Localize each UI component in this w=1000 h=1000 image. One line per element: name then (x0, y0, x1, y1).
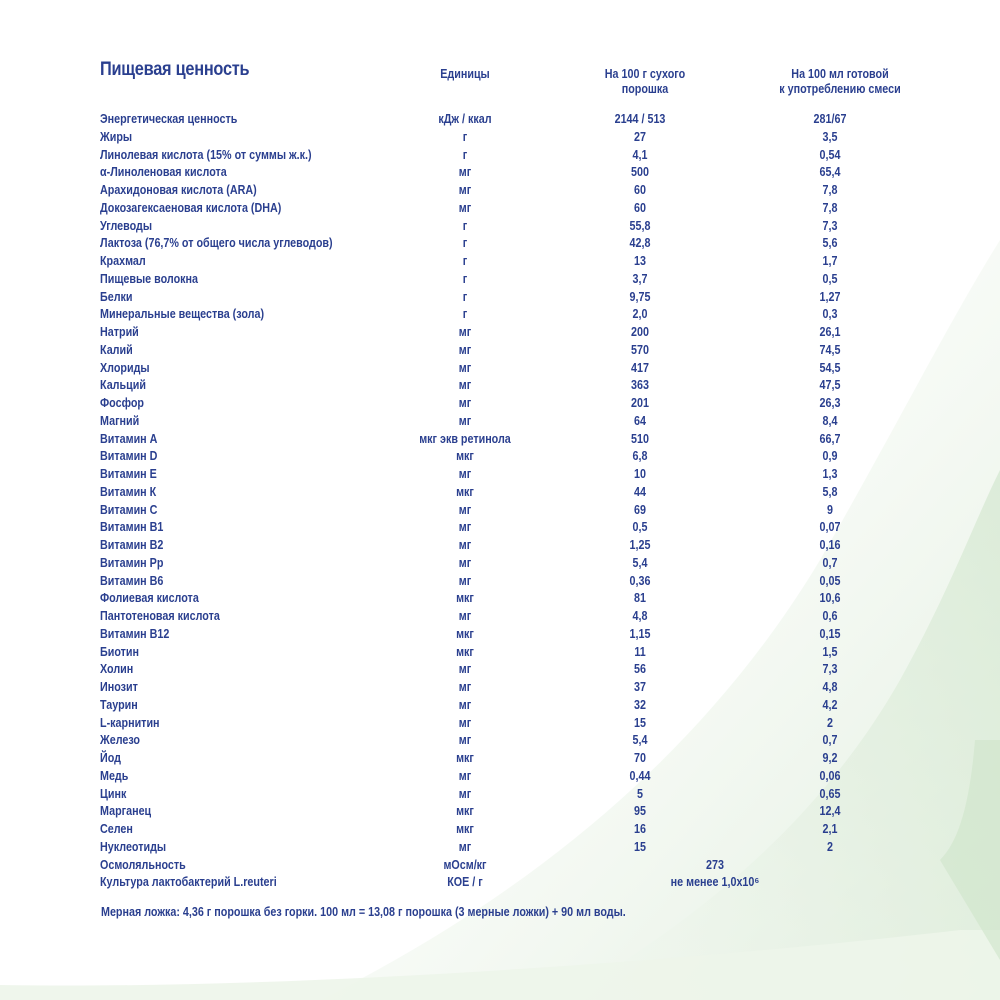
nutrient-value-per-100ml: 4,2 (822, 697, 838, 712)
nutrient-value-per-100g: 56 (634, 662, 646, 677)
nutrient-value-per-100ml: 0,7 (822, 555, 838, 570)
nutrient-name: Докозагексаеновая кислота (DHA) (100, 200, 282, 215)
nutrient-value-per-100g: 37 (634, 680, 646, 694)
nutrient-value-per-100ml: 0,5 (822, 271, 838, 286)
nutrient-unit: мг (458, 697, 472, 712)
nutrient-name: Инозит (100, 680, 138, 694)
nutrient-value-per-100ml: 3,5 (822, 129, 838, 144)
nutrient-value-per-100ml: 65,4 (819, 165, 841, 180)
nutrient-unit: г (462, 236, 468, 251)
nutrient-value-per-100g: 27 (634, 129, 646, 144)
nutrient-value-per-100g: 0,5 (632, 520, 648, 535)
table-row (0, 697, 1000, 715)
nutrient-name: Кальций (100, 378, 146, 393)
nutrient-value-per-100g: 60 (634, 200, 646, 215)
nutrient-value-per-100ml: 0,9 (822, 449, 838, 464)
nutrient-value-per-100g: 5 (637, 786, 643, 801)
nutrient-value-per-100ml: 2 (827, 715, 833, 730)
nutrient-value-per-100g: 9,75 (629, 289, 651, 304)
nutrient-value-per-100ml: 7,3 (822, 218, 838, 233)
nutrient-name: Биотин (100, 644, 140, 659)
nutrient-unit: мг (458, 183, 472, 197)
table-row (0, 661, 1000, 679)
nutrient-name: Фосфор (100, 396, 144, 410)
nutrient-value-per-100g: 1,15 (629, 626, 651, 641)
page-title: Пищевая ценность (100, 59, 250, 80)
nutrient-value-per-100ml: 0,07 (819, 520, 841, 535)
nutrient-unit: мкг (456, 484, 474, 499)
nutrient-value-per-100ml: 26,1 (819, 325, 841, 339)
nutrient-name: Калий (100, 342, 133, 357)
nutrient-unit: мг (458, 680, 472, 694)
nutrient-unit: мкг (456, 626, 474, 641)
table-row (0, 786, 1000, 804)
nutrient-name: Хлориды (100, 360, 150, 375)
nutrient-unit: мг (458, 786, 472, 801)
nutrient-value-per-100g: 11 (634, 644, 646, 659)
nutrient-value-per-100g: 201 (631, 396, 649, 410)
nutrient-name: Витамин Е (100, 467, 157, 481)
nutrient-value-per-100g: 5,4 (632, 733, 648, 748)
nutrient-name: Витамин К (100, 484, 157, 499)
nutrient-value-per-100g: 6,8 (632, 449, 648, 464)
nutrient-value-per-100g: 69 (634, 502, 646, 517)
table-row (0, 679, 1000, 697)
nutrient-value-per-100ml: 5,6 (822, 236, 838, 251)
table-row (0, 342, 1000, 360)
nutrient-value-per-100ml: 7,3 (822, 662, 838, 677)
nutrition-table (0, 111, 1000, 892)
nutrient-unit: мОсм/кг (443, 857, 487, 872)
nutrient-name: Витамин В6 (100, 573, 164, 588)
nutrient-value-per-100ml: 47,5 (819, 378, 841, 393)
table-row (0, 164, 1000, 182)
nutrient-value-per-100ml: 7,8 (822, 200, 838, 215)
nutrient-name: Витамин В12 (100, 626, 170, 641)
nutrient-value-per-100g: 4,8 (632, 609, 648, 623)
nutrient-name: Нуклеотиды (100, 839, 167, 854)
table-row (0, 502, 1000, 520)
nutrient-unit: мг (458, 467, 472, 481)
nutrient-name: Крахмал (100, 254, 146, 268)
table-row (0, 253, 1000, 271)
nutrient-value-per-100ml: 0,6 (822, 609, 838, 623)
nutrient-name: Углеводы (100, 218, 153, 233)
table-row (0, 626, 1000, 644)
nutrient-value-per-100g: 13 (634, 254, 646, 268)
table-row (0, 519, 1000, 537)
nutrient-value-per-100ml: 7,8 (822, 183, 838, 197)
nutrient-value-per-100ml: 1,5 (822, 644, 838, 659)
nutrient-value-per-100g: 200 (631, 325, 649, 339)
nutrient-value-per-100g: 70 (634, 751, 646, 765)
table-row (0, 768, 1000, 786)
nutrient-name: Пантотеновая кислота (100, 609, 220, 623)
nutrient-value-per-100g: 95 (634, 804, 646, 819)
nutrient-name: Марганец (100, 804, 152, 819)
table-row (0, 466, 1000, 484)
table-row (0, 857, 1000, 875)
nutrient-name: Белки (100, 289, 133, 304)
nutrient-unit: г (462, 289, 468, 304)
nutrient-value-per-100g: 32 (634, 697, 646, 712)
nutrient-name: Йод (100, 751, 121, 765)
nutrient-unit: мг (458, 662, 472, 677)
table-row (0, 111, 1000, 129)
nutrient-value-per-100g: 15 (634, 839, 646, 854)
column-header-per-100ml-ready: На 100 мл готовой к употреблению смеси (779, 67, 901, 96)
nutrient-value-per-100g: 55,8 (629, 218, 651, 233)
table-row (0, 431, 1000, 449)
table-row (0, 715, 1000, 733)
nutrient-value-per-100ml: 54,5 (819, 360, 841, 375)
table-row (0, 644, 1000, 662)
nutrient-unit: мг (458, 768, 472, 783)
nutrient-name: L-карнитин (100, 715, 160, 730)
nutrient-value-per-100ml: 12,4 (819, 804, 841, 819)
nutrient-value-per-100g: 570 (631, 342, 649, 357)
nutrient-unit: мкг (456, 449, 474, 464)
nutrient-value-per-100ml: 10,6 (819, 591, 841, 606)
nutrient-unit: мг (458, 342, 472, 357)
nutrient-name: Холин (100, 662, 134, 677)
table-row (0, 573, 1000, 591)
nutrient-value-per-100ml: 0,06 (819, 768, 841, 783)
nutrient-unit: г (462, 147, 468, 162)
table-row (0, 448, 1000, 466)
nutrient-unit: мг (458, 165, 472, 180)
nutrient-unit: г (462, 307, 468, 322)
nutrient-unit: мг (458, 378, 472, 393)
nutrient-unit: мг (458, 360, 472, 375)
nutrient-unit: мг (458, 200, 472, 215)
nutrient-name: Линолевая кислота (15% от суммы ж.к.) (100, 147, 312, 162)
column-header-per-100g-powder: На 100 г сухого порошка (604, 67, 686, 96)
nutrient-value-per-100ml: 74,5 (819, 342, 841, 357)
nutrient-unit: г (462, 254, 468, 268)
nutrient-name: Энергетическая ценность (100, 112, 238, 126)
column-header-units: Единицы (440, 67, 490, 81)
nutrient-name: Витамин В2 (100, 538, 164, 552)
table-row (0, 821, 1000, 839)
table-row (0, 537, 1000, 555)
table-row (0, 271, 1000, 289)
nutrient-value-per-100g: 4,1 (632, 147, 648, 162)
nutrient-unit: мкг (456, 591, 474, 606)
table-row (0, 182, 1000, 200)
table-row (0, 306, 1000, 324)
nutrient-value-per-100g: 3,7 (632, 271, 648, 286)
nutrient-value-per-100g: 363 (631, 378, 649, 393)
nutrient-value-per-100g: 15 (634, 715, 646, 730)
nutrient-value-merged: не менее 1,0x10⁶ (670, 875, 760, 890)
nutrient-unit: г (462, 129, 468, 144)
table-row (0, 484, 1000, 502)
nutrient-value-per-100g: 16 (634, 822, 646, 836)
nutrient-value-per-100ml: 9 (827, 502, 833, 517)
table-row (0, 732, 1000, 750)
nutrient-unit: мг (458, 573, 472, 588)
measuring-spoon-note: Мерная ложка: 4,36 г порошка без горки. 100 мл = 13,08 г порошка (3 мерные ложки) + 90 мл воды. (101, 905, 626, 919)
nutrient-value-per-100g: 1,25 (629, 538, 651, 552)
nutrient-unit: мг (458, 413, 472, 428)
nutrient-unit: мкг (456, 644, 474, 659)
nutrient-value-per-100ml: 1,27 (819, 289, 841, 304)
table-row (0, 395, 1000, 413)
table-row (0, 147, 1000, 165)
nutrient-value-per-100g: 2144 / 513 (614, 112, 666, 126)
nutrient-value-per-100ml: 2 (827, 839, 833, 854)
nutrient-value-per-100g: 500 (631, 165, 649, 180)
nutrient-value-per-100g: 42,8 (629, 236, 651, 251)
table-row (0, 750, 1000, 768)
table-row (0, 555, 1000, 573)
nutrient-unit: мкг (456, 751, 474, 765)
nutrient-name: Пищевые волокна (100, 271, 199, 286)
table-row (0, 590, 1000, 608)
nutrient-value-per-100g: 10 (634, 467, 646, 481)
table-row (0, 289, 1000, 307)
nutrient-value-per-100g: 0,36 (629, 573, 651, 588)
nutrient-unit: мкг (456, 804, 474, 819)
nutrient-unit: г (462, 271, 468, 286)
nutrient-value-per-100ml: 0,16 (819, 538, 841, 552)
table-row (0, 803, 1000, 821)
nutrient-unit: мг (458, 609, 472, 623)
nutrient-unit: мкг экв ретинола (419, 431, 511, 446)
nutrient-value-per-100ml: 1,3 (822, 467, 838, 481)
nutrient-name: Лактоза (76,7% от общего числа углеводов) (100, 236, 333, 251)
nutrient-name: Витамин А (100, 431, 158, 446)
nutrient-unit: мг (458, 325, 472, 339)
nutrient-name: Таурин (100, 697, 138, 712)
nutrient-value-per-100ml: 0,05 (819, 573, 841, 588)
nutrient-name: Минеральные вещества (зола) (100, 307, 265, 322)
nutrient-value-merged: 273 (706, 857, 724, 872)
nutrient-name: Культура лактобактерий L.reuteri (100, 875, 277, 890)
nutrient-value-per-100ml: 66,7 (819, 431, 841, 446)
nutrient-unit: мг (458, 839, 472, 854)
table-row (0, 200, 1000, 218)
nutrient-value-per-100ml: 5,8 (822, 484, 838, 499)
nutrient-value-per-100ml: 26,3 (819, 396, 841, 410)
table-row (0, 324, 1000, 342)
nutrient-value-per-100ml: 9,2 (822, 751, 838, 765)
table-row (0, 129, 1000, 147)
nutrient-name: Осмоляльность (100, 857, 186, 872)
nutrient-value-per-100ml: 0,54 (819, 147, 841, 162)
nutrient-name: α-Линоленовая кислота (100, 165, 227, 180)
nutrient-name: Медь (100, 768, 129, 783)
nutrient-value-per-100g: 417 (631, 360, 649, 375)
nutrient-value-per-100ml: 4,8 (822, 680, 838, 694)
nutrient-value-per-100ml: 0,65 (819, 786, 841, 801)
nutrient-value-per-100g: 5,4 (632, 555, 648, 570)
nutrient-value-per-100ml: 0,7 (822, 733, 838, 748)
nutrient-unit: кДж / ккал (438, 112, 492, 126)
nutrient-unit: мкг (456, 822, 474, 836)
table-row (0, 839, 1000, 857)
table-row (0, 377, 1000, 395)
nutrient-name: Витамин В1 (100, 520, 164, 535)
nutrient-value-per-100g: 0,44 (629, 768, 651, 783)
table-row (0, 360, 1000, 378)
nutrient-name: Арахидоновая кислота (ARA) (100, 183, 257, 197)
nutrient-unit: мг (458, 715, 472, 730)
table-row (0, 874, 1000, 892)
nutrient-unit: мг (458, 538, 472, 552)
nutrient-value-per-100ml: 281/67 (813, 112, 847, 126)
nutrient-name: Селен (100, 822, 133, 836)
table-row (0, 235, 1000, 253)
nutrient-name: Магний (100, 413, 140, 428)
nutrient-unit: мг (458, 502, 472, 517)
nutrient-unit: мг (458, 555, 472, 570)
nutrient-name: Жиры (100, 129, 133, 144)
table-row (0, 218, 1000, 236)
nutrient-value-per-100g: 64 (634, 413, 646, 428)
nutrient-value-per-100g: 81 (634, 591, 646, 606)
nutrient-unit: мг (458, 733, 472, 748)
nutrient-value-per-100ml: 1,7 (822, 254, 838, 268)
nutrient-name: Натрий (100, 325, 139, 339)
nutrient-name: Цинк (100, 786, 127, 801)
nutrient-name: Витамин Рр (100, 555, 164, 570)
nutrient-value-per-100g: 510 (631, 431, 649, 446)
nutrient-value-per-100ml: 0,15 (819, 626, 841, 641)
nutrient-value-per-100g: 2,0 (632, 307, 648, 322)
table-row (0, 608, 1000, 626)
nutrient-name: Железо (100, 733, 141, 748)
nutrient-unit: мг (458, 520, 472, 535)
nutrient-unit: КОЕ / г (447, 875, 483, 890)
nutrient-unit: мг (458, 396, 472, 410)
nutrient-name: Фолиевая кислота (100, 591, 199, 606)
nutrient-value-per-100g: 60 (634, 183, 646, 197)
table-row (0, 413, 1000, 431)
nutrient-unit: г (462, 218, 468, 233)
nutrient-value-per-100ml: 8,4 (822, 413, 838, 428)
nutrient-value-per-100ml: 2,1 (822, 822, 838, 836)
nutrient-name: Витамин D (100, 449, 158, 464)
nutrient-name: Витамин С (100, 502, 158, 517)
nutrient-value-per-100g: 44 (634, 484, 646, 499)
nutrient-value-per-100ml: 0,3 (822, 307, 838, 322)
